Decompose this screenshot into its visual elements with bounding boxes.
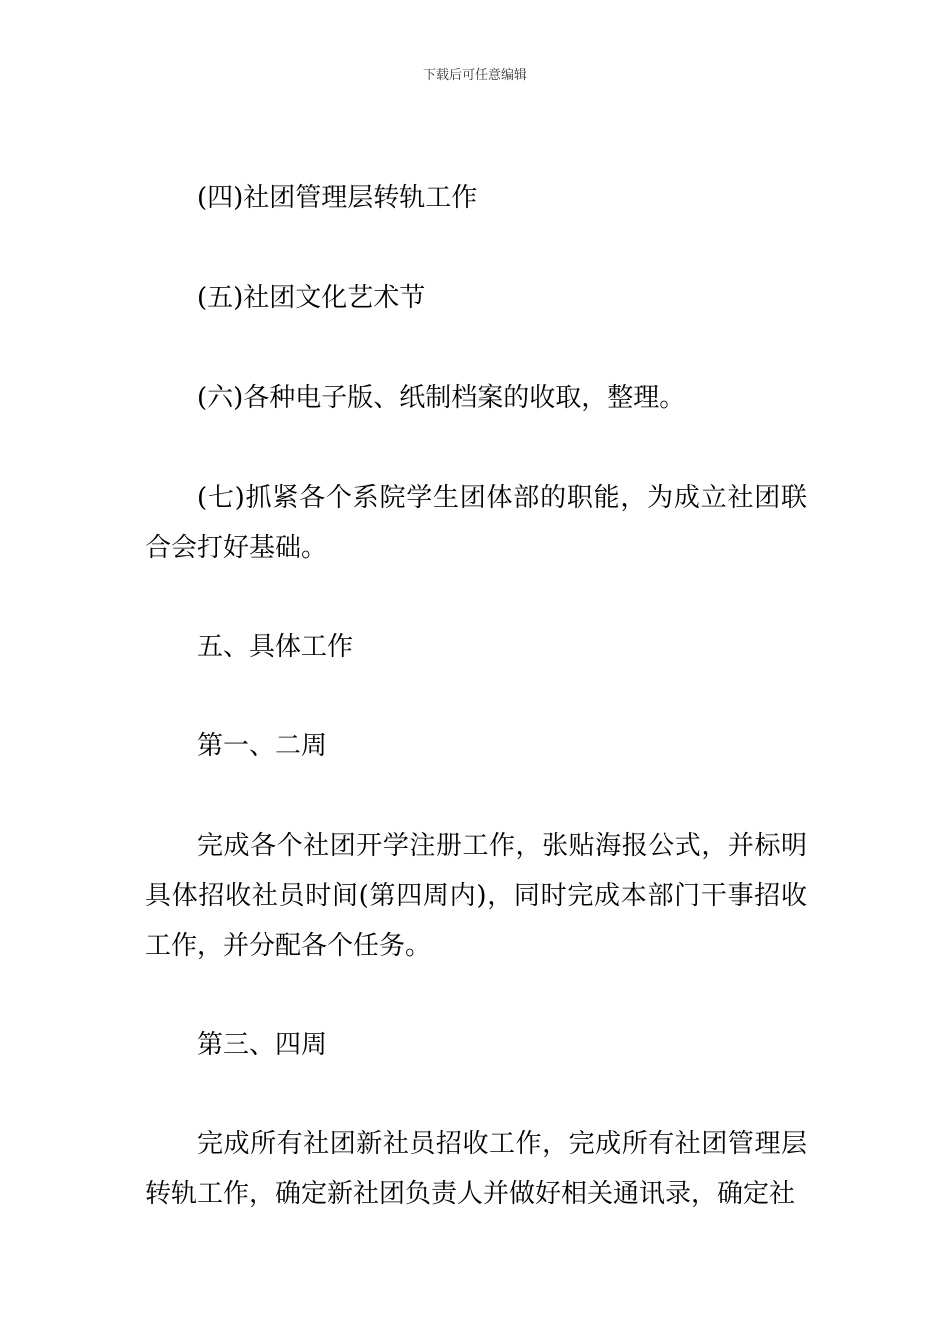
paragraph-item-7: (七)抓紧各个系院学生团体部的职能，为成立社团联合会打好基础。: [145, 483, 807, 563]
week-heading-2: 第三、四周: [197, 1030, 328, 1060]
week-heading-1: 第一、二周: [197, 731, 328, 761]
paragraph-item-5: (五)社团文化艺术节: [197, 283, 426, 313]
paragraph-item-4: (四)社团管理层转轨工作: [197, 183, 478, 213]
week-content-1: 完成各个社团开学注册工作，张贴海报公式，并标明具体招收社员时间(第四周内)，同时完成本部门干事招收工作，并分配各个任务。: [145, 831, 807, 961]
section-heading: 五、具体工作: [197, 632, 354, 662]
page-header: 下载后可任意编辑: [422, 68, 527, 83]
week-content-2: 完成所有社团新社员招收工作，完成所有社团管理层转轨工作，确定新社团负责人并做好相关通讯录，确定社: [145, 1129, 807, 1209]
paragraph-item-6: (六)各种电子版、纸制档案的收取，整理。: [197, 383, 686, 413]
